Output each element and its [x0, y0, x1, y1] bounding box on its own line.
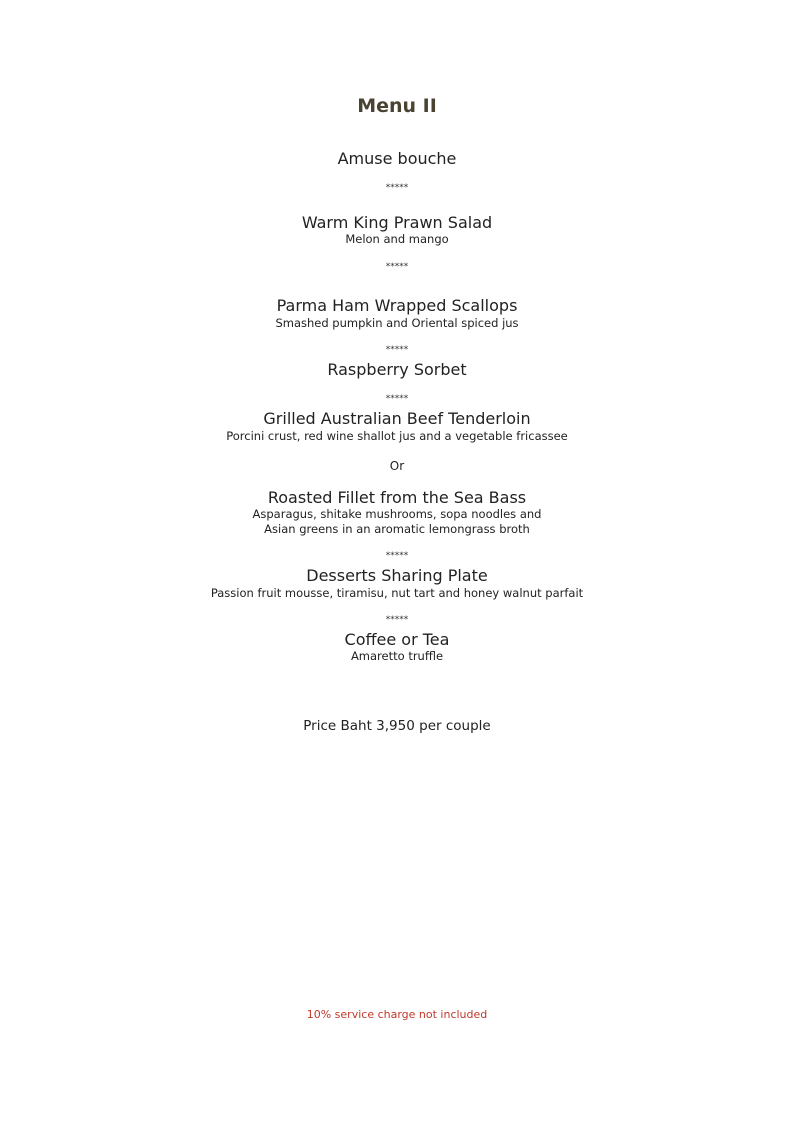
course-scallops-description: Smashed pumpkin and Oriental spiced jus	[275, 316, 519, 330]
course-choice-or: Or	[389, 459, 405, 473]
course-desserts: Desserts Sharing Plate	[306, 566, 488, 585]
menu-title: Menu II	[357, 95, 437, 117]
course-sea-bass-description-line-2: Asian greens in an aromatic lemongrass broth	[264, 522, 530, 536]
course-separator: *****	[385, 615, 409, 625]
menu-price: Price Baht 3,950 per couple	[303, 718, 491, 734]
course-separator: *****	[385, 345, 409, 355]
course-coffee-tea: Coffee or Tea	[344, 630, 450, 649]
course-prawn-salad-description: Melon and mango	[345, 232, 449, 246]
course-amuse-bouche: Amuse bouche	[337, 149, 457, 168]
course-beef-tenderloin-description: Porcini crust, red wine shallot jus and a vegetable fricassee	[226, 429, 568, 443]
course-separator: *****	[385, 394, 409, 404]
course-scallops: Parma Ham Wrapped Scallops	[276, 296, 518, 315]
course-sea-bass: Roasted Fillet from the Sea Bass	[267, 488, 527, 507]
course-prawn-salad: Warm King Prawn Salad	[301, 213, 493, 232]
course-separator: *****	[385, 551, 409, 561]
course-desserts-description: Passion fruit mousse, tiramisu, nut tart and honey walnut parfait	[210, 586, 584, 600]
course-separator: *****	[385, 262, 409, 272]
service-charge-note: 10% service charge not included	[306, 1008, 488, 1021]
course-sorbet: Raspberry Sorbet	[327, 360, 467, 379]
course-sea-bass-description-line-1: Asparagus, shitake mushrooms, sopa noodles and	[252, 507, 542, 521]
course-beef-tenderloin: Grilled Australian Beef Tenderloin	[263, 409, 531, 428]
course-coffee-tea-description: Amaretto truffle	[350, 649, 444, 663]
course-separator: *****	[385, 183, 409, 193]
